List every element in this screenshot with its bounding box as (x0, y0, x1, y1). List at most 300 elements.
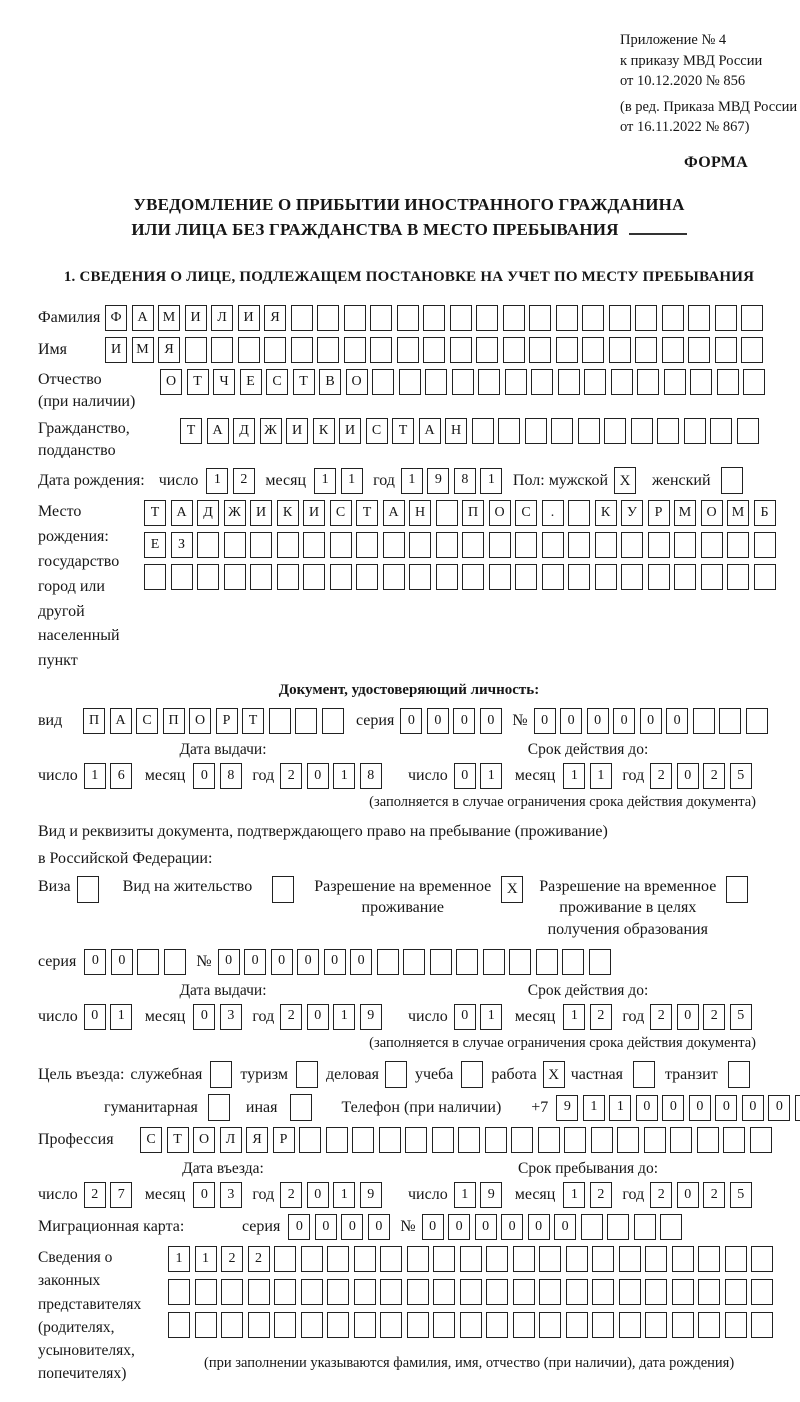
purpose-official-checkbox[interactable] (210, 1061, 232, 1088)
residence-permit-checkbox[interactable] (272, 876, 294, 903)
char-box[interactable] (432, 1127, 454, 1153)
char-box[interactable]: 0 (427, 708, 449, 734)
char-box[interactable] (795, 1095, 800, 1121)
char-box[interactable]: И (303, 500, 325, 526)
purpose-humanitarian-checkbox[interactable] (208, 1094, 230, 1121)
char-box[interactable] (637, 369, 659, 395)
char-box[interactable] (751, 1312, 773, 1338)
char-box[interactable]: 0 (534, 708, 556, 734)
char-box[interactable]: Ж (260, 418, 282, 444)
char-box[interactable] (725, 1246, 747, 1272)
char-box[interactable]: 0 (84, 949, 106, 975)
char-box[interactable] (456, 949, 478, 975)
char-box[interactable] (144, 564, 166, 590)
char-box[interactable] (693, 708, 715, 734)
char-box[interactable]: 0 (677, 763, 699, 789)
char-box[interactable] (168, 1279, 190, 1305)
char-box[interactable]: О (701, 500, 723, 526)
char-box[interactable]: 0 (84, 1004, 106, 1030)
char-box[interactable] (383, 564, 405, 590)
char-box[interactable] (277, 564, 299, 590)
char-box[interactable] (503, 337, 525, 363)
char-box[interactable]: 8 (360, 763, 382, 789)
char-box[interactable]: 0 (288, 1214, 310, 1240)
char-box[interactable]: 1 (110, 1004, 132, 1030)
char-box[interactable]: 0 (350, 949, 372, 975)
char-box[interactable] (648, 532, 670, 558)
char-box[interactable]: 1 (333, 1004, 355, 1030)
char-box[interactable] (433, 1312, 455, 1338)
char-box[interactable] (356, 564, 378, 590)
char-box[interactable]: 0 (689, 1095, 711, 1121)
char-box[interactable] (672, 1246, 694, 1272)
char-box[interactable] (486, 1279, 508, 1305)
char-box[interactable] (407, 1279, 429, 1305)
char-box[interactable]: 2 (703, 763, 725, 789)
char-box[interactable]: 0 (666, 708, 688, 734)
purpose-other-checkbox[interactable] (290, 1094, 312, 1121)
char-box[interactable] (511, 1127, 533, 1153)
char-box[interactable] (727, 532, 749, 558)
char-box[interactable]: 0 (368, 1214, 390, 1240)
char-box[interactable] (478, 369, 500, 395)
char-box[interactable] (171, 564, 193, 590)
char-box[interactable]: 1 (206, 468, 228, 494)
char-box[interactable] (737, 418, 759, 444)
char-box[interactable]: 0 (315, 1214, 337, 1240)
char-box[interactable] (619, 1279, 641, 1305)
char-box[interactable] (609, 337, 631, 363)
char-box[interactable] (430, 949, 452, 975)
char-box[interactable]: О (489, 500, 511, 526)
char-box[interactable]: Т (144, 500, 166, 526)
char-box[interactable] (592, 1279, 614, 1305)
char-box[interactable] (591, 1127, 613, 1153)
char-box[interactable] (584, 369, 606, 395)
char-box[interactable] (566, 1312, 588, 1338)
char-box[interactable] (327, 1279, 349, 1305)
char-box[interactable]: 2 (280, 1182, 302, 1208)
char-box[interactable]: 0 (715, 1095, 737, 1121)
char-box[interactable]: С (330, 500, 352, 526)
char-box[interactable]: 0 (554, 1214, 576, 1240)
char-box[interactable] (399, 369, 421, 395)
char-box[interactable]: З (171, 532, 193, 558)
char-box[interactable] (248, 1279, 270, 1305)
char-box[interactable] (407, 1312, 429, 1338)
char-box[interactable]: С (136, 708, 158, 734)
char-box[interactable] (688, 305, 710, 331)
char-box[interactable] (483, 949, 505, 975)
purpose-transit-checkbox[interactable] (728, 1061, 750, 1088)
char-box[interactable]: 0 (307, 1004, 329, 1030)
char-box[interactable]: 0 (193, 1004, 215, 1030)
char-box[interactable]: 1 (563, 763, 585, 789)
char-box[interactable]: 2 (590, 1004, 612, 1030)
char-box[interactable] (326, 1127, 348, 1153)
char-box[interactable]: М (674, 500, 696, 526)
char-box[interactable]: 0 (677, 1004, 699, 1030)
char-box[interactable]: 1 (563, 1004, 585, 1030)
char-box[interactable]: 0 (341, 1214, 363, 1240)
purpose-work-checkbox[interactable]: X (543, 1061, 565, 1088)
char-box[interactable] (291, 305, 313, 331)
char-box[interactable] (592, 1246, 614, 1272)
char-box[interactable]: 0 (742, 1095, 764, 1121)
char-box[interactable]: 0 (448, 1214, 470, 1240)
char-box[interactable] (380, 1246, 402, 1272)
char-box[interactable]: 1 (195, 1246, 217, 1272)
char-box[interactable] (750, 1127, 772, 1153)
char-box[interactable] (566, 1246, 588, 1272)
char-box[interactable]: 0 (193, 1182, 215, 1208)
char-box[interactable]: 0 (677, 1182, 699, 1208)
char-box[interactable]: 1 (401, 468, 423, 494)
char-box[interactable]: 0 (297, 949, 319, 975)
char-box[interactable] (743, 369, 765, 395)
char-box[interactable]: 2 (221, 1246, 243, 1272)
char-box[interactable] (274, 1312, 296, 1338)
char-box[interactable] (725, 1312, 747, 1338)
char-box[interactable]: 9 (556, 1095, 578, 1121)
char-box[interactable]: 1 (480, 1004, 502, 1030)
char-box[interactable] (751, 1246, 773, 1272)
char-box[interactable] (301, 1246, 323, 1272)
char-box[interactable] (542, 532, 564, 558)
char-box[interactable] (754, 532, 776, 558)
char-box[interactable] (377, 949, 399, 975)
char-box[interactable]: 2 (280, 763, 302, 789)
char-box[interactable] (380, 1312, 402, 1338)
char-box[interactable]: 5 (730, 1182, 752, 1208)
char-box[interactable] (503, 305, 525, 331)
char-box[interactable] (589, 949, 611, 975)
char-box[interactable] (423, 305, 445, 331)
char-box[interactable] (529, 305, 551, 331)
char-box[interactable] (674, 564, 696, 590)
char-box[interactable]: 2 (650, 763, 672, 789)
char-box[interactable]: 0 (454, 1004, 476, 1030)
char-box[interactable] (221, 1279, 243, 1305)
char-box[interactable]: Я (158, 337, 180, 363)
char-box[interactable] (536, 949, 558, 975)
char-box[interactable]: П (163, 708, 185, 734)
char-box[interactable] (397, 337, 419, 363)
char-box[interactable] (556, 305, 578, 331)
char-box[interactable]: 2 (280, 1004, 302, 1030)
char-box[interactable] (688, 337, 710, 363)
purpose-business-checkbox[interactable] (385, 1061, 407, 1088)
char-box[interactable]: 0 (768, 1095, 790, 1121)
purpose-study-checkbox[interactable] (461, 1061, 483, 1088)
char-box[interactable]: 2 (650, 1182, 672, 1208)
char-box[interactable] (476, 305, 498, 331)
char-box[interactable] (741, 337, 763, 363)
char-box[interactable] (354, 1279, 376, 1305)
char-box[interactable] (719, 708, 741, 734)
char-box[interactable] (634, 1214, 656, 1240)
char-box[interactable] (670, 1127, 692, 1153)
female-checkbox[interactable] (721, 467, 743, 494)
char-box[interactable] (660, 1214, 682, 1240)
char-box[interactable]: 0 (662, 1095, 684, 1121)
char-box[interactable] (664, 369, 686, 395)
char-box[interactable] (356, 532, 378, 558)
char-box[interactable] (277, 532, 299, 558)
char-box[interactable]: А (383, 500, 405, 526)
char-box[interactable] (662, 305, 684, 331)
char-box[interactable]: А (207, 418, 229, 444)
char-box[interactable] (672, 1279, 694, 1305)
char-box[interactable]: 1 (590, 763, 612, 789)
char-box[interactable]: 1 (583, 1095, 605, 1121)
char-box[interactable]: Т (356, 500, 378, 526)
char-box[interactable] (460, 1246, 482, 1272)
char-box[interactable] (690, 369, 712, 395)
char-box[interactable] (433, 1246, 455, 1272)
char-box[interactable] (698, 1246, 720, 1272)
char-box[interactable] (486, 1312, 508, 1338)
char-box[interactable] (635, 337, 657, 363)
char-box[interactable] (372, 369, 394, 395)
char-box[interactable]: С (515, 500, 537, 526)
char-box[interactable] (684, 418, 706, 444)
char-box[interactable]: Т (293, 369, 315, 395)
char-box[interactable] (592, 1312, 614, 1338)
char-box[interactable] (301, 1279, 323, 1305)
char-box[interactable] (397, 305, 419, 331)
char-box[interactable] (264, 337, 286, 363)
purpose-private-checkbox[interactable] (633, 1061, 655, 1088)
char-box[interactable]: Ф (105, 305, 127, 331)
char-box[interactable] (460, 1312, 482, 1338)
char-box[interactable]: П (83, 708, 105, 734)
char-box[interactable]: 5 (730, 763, 752, 789)
char-box[interactable] (197, 564, 219, 590)
char-box[interactable] (498, 418, 520, 444)
char-box[interactable] (551, 418, 573, 444)
char-box[interactable]: 0 (218, 949, 240, 975)
char-box[interactable]: 0 (324, 949, 346, 975)
char-box[interactable] (485, 1127, 507, 1153)
char-box[interactable] (291, 337, 313, 363)
char-box[interactable] (505, 369, 527, 395)
char-box[interactable] (619, 1246, 641, 1272)
char-box[interactable]: И (185, 305, 207, 331)
char-box[interactable] (556, 337, 578, 363)
char-box[interactable]: С (140, 1127, 162, 1153)
char-box[interactable]: 1 (480, 468, 502, 494)
char-box[interactable] (611, 369, 633, 395)
char-box[interactable]: Т (187, 369, 209, 395)
char-box[interactable] (407, 1246, 429, 1272)
char-box[interactable]: Ч (213, 369, 235, 395)
char-box[interactable]: 1 (84, 763, 106, 789)
purpose-tourism-checkbox[interactable] (296, 1061, 318, 1088)
char-box[interactable]: 5 (730, 1004, 752, 1030)
char-box[interactable] (562, 949, 584, 975)
char-box[interactable]: 1 (609, 1095, 631, 1121)
char-box[interactable] (370, 305, 392, 331)
char-box[interactable] (717, 369, 739, 395)
char-box[interactable]: . (542, 500, 564, 526)
char-box[interactable]: Д (233, 418, 255, 444)
char-box[interactable] (450, 305, 472, 331)
char-box[interactable]: 2 (703, 1182, 725, 1208)
char-box[interactable] (197, 532, 219, 558)
char-box[interactable] (538, 1127, 560, 1153)
char-box[interactable]: 0 (501, 1214, 523, 1240)
char-box[interactable]: 0 (271, 949, 293, 975)
char-box[interactable] (582, 337, 604, 363)
char-box[interactable] (409, 532, 431, 558)
char-box[interactable]: О (160, 369, 182, 395)
char-box[interactable] (450, 337, 472, 363)
char-box[interactable] (746, 708, 768, 734)
char-box[interactable] (436, 532, 458, 558)
char-box[interactable] (423, 337, 445, 363)
char-box[interactable]: 0 (400, 708, 422, 734)
char-box[interactable] (248, 1312, 270, 1338)
char-box[interactable] (211, 337, 233, 363)
temp-residence-checkbox[interactable]: X (501, 876, 523, 903)
visa-checkbox[interactable] (77, 876, 99, 903)
char-box[interactable]: Т (180, 418, 202, 444)
char-box[interactable]: 1 (563, 1182, 585, 1208)
char-box[interactable] (462, 532, 484, 558)
char-box[interactable] (701, 532, 723, 558)
char-box[interactable] (698, 1279, 720, 1305)
char-box[interactable]: 1 (168, 1246, 190, 1272)
char-box[interactable]: 0 (528, 1214, 550, 1240)
char-box[interactable]: 0 (307, 763, 329, 789)
char-box[interactable]: А (110, 708, 132, 734)
char-box[interactable]: Л (220, 1127, 242, 1153)
char-box[interactable] (558, 369, 580, 395)
char-box[interactable] (741, 305, 763, 331)
char-box[interactable]: 0 (454, 763, 476, 789)
char-box[interactable] (566, 1279, 588, 1305)
char-box[interactable] (727, 564, 749, 590)
char-box[interactable] (672, 1312, 694, 1338)
char-box[interactable]: 1 (454, 1182, 476, 1208)
char-box[interactable]: 0 (111, 949, 133, 975)
char-box[interactable] (723, 1127, 745, 1153)
char-box[interactable] (489, 532, 511, 558)
char-box[interactable] (568, 564, 590, 590)
char-box[interactable] (409, 564, 431, 590)
char-box[interactable]: А (419, 418, 441, 444)
char-box[interactable] (137, 949, 159, 975)
char-box[interactable]: Т (392, 418, 414, 444)
char-box[interactable] (379, 1127, 401, 1153)
char-box[interactable] (185, 337, 207, 363)
char-box[interactable]: В (319, 369, 341, 395)
char-box[interactable] (645, 1312, 667, 1338)
char-box[interactable] (301, 1312, 323, 1338)
char-box[interactable]: П (462, 500, 484, 526)
char-box[interactable] (607, 1214, 629, 1240)
char-box[interactable]: С (266, 369, 288, 395)
char-box[interactable] (542, 564, 564, 590)
char-box[interactable] (509, 949, 531, 975)
char-box[interactable]: Л (211, 305, 233, 331)
char-box[interactable]: Т (167, 1127, 189, 1153)
char-box[interactable]: 1 (341, 468, 363, 494)
char-box[interactable] (195, 1279, 217, 1305)
char-box[interactable]: И (105, 337, 127, 363)
char-box[interactable] (564, 1127, 586, 1153)
char-box[interactable]: 9 (480, 1182, 502, 1208)
char-box[interactable] (330, 564, 352, 590)
char-box[interactable]: Д (197, 500, 219, 526)
char-box[interactable] (644, 1127, 666, 1153)
char-box[interactable] (662, 337, 684, 363)
char-box[interactable]: 8 (454, 468, 476, 494)
char-box[interactable] (725, 1279, 747, 1305)
char-box[interactable] (354, 1312, 376, 1338)
char-box[interactable]: У (621, 500, 643, 526)
char-box[interactable] (224, 564, 246, 590)
char-box[interactable] (674, 532, 696, 558)
char-box[interactable] (701, 564, 723, 590)
char-box[interactable]: А (132, 305, 154, 331)
char-box[interactable] (303, 532, 325, 558)
char-box[interactable]: 0 (244, 949, 266, 975)
char-box[interactable] (436, 564, 458, 590)
char-box[interactable] (295, 708, 317, 734)
char-box[interactable] (715, 305, 737, 331)
char-box[interactable] (269, 708, 291, 734)
char-box[interactable] (383, 532, 405, 558)
char-box[interactable] (619, 1312, 641, 1338)
char-box[interactable]: Т (242, 708, 264, 734)
char-box[interactable] (299, 1127, 321, 1153)
char-box[interactable]: И (250, 500, 272, 526)
char-box[interactable]: 9 (360, 1004, 382, 1030)
char-box[interactable] (621, 532, 643, 558)
male-checkbox[interactable]: X (614, 467, 636, 494)
char-box[interactable]: 0 (475, 1214, 497, 1240)
char-box[interactable] (525, 418, 547, 444)
char-box[interactable] (539, 1246, 561, 1272)
char-box[interactable]: 0 (560, 708, 582, 734)
char-box[interactable]: 2 (703, 1004, 725, 1030)
char-box[interactable] (697, 1127, 719, 1153)
char-box[interactable]: 0 (453, 708, 475, 734)
char-box[interactable] (462, 564, 484, 590)
char-box[interactable]: Ж (224, 500, 246, 526)
char-box[interactable] (380, 1279, 402, 1305)
char-box[interactable] (274, 1246, 296, 1272)
char-box[interactable] (238, 337, 260, 363)
char-box[interactable] (405, 1127, 427, 1153)
char-box[interactable] (486, 1246, 508, 1272)
char-box[interactable] (403, 949, 425, 975)
char-box[interactable] (568, 532, 590, 558)
char-box[interactable] (330, 532, 352, 558)
char-box[interactable] (595, 564, 617, 590)
char-box[interactable]: 8 (220, 763, 242, 789)
char-box[interactable] (568, 500, 590, 526)
char-box[interactable]: 2 (248, 1246, 270, 1272)
char-box[interactable]: 7 (110, 1182, 132, 1208)
char-box[interactable]: Я (246, 1127, 268, 1153)
char-box[interactable]: Б (754, 500, 776, 526)
char-box[interactable] (631, 418, 653, 444)
char-box[interactable]: 9 (360, 1182, 382, 1208)
char-box[interactable] (452, 369, 474, 395)
